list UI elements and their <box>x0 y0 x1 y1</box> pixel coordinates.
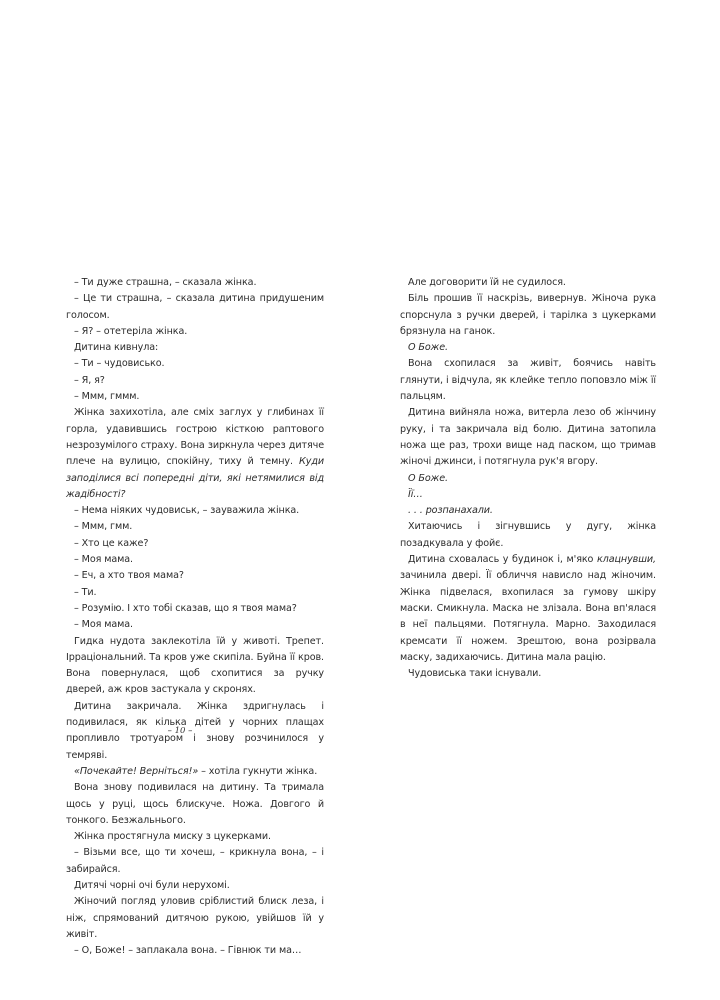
paragraph <box>400 487 656 503</box>
paragraph: – Моя мама. <box>74 619 133 631</box>
paragraph <box>66 405 324 503</box>
paragraph: – Еч, а хто твоя мама? <box>74 570 184 582</box>
right-page-text <box>400 275 656 682</box>
paragraph: – Нема ніяких чудовиськ, – зауважила жінка. <box>74 505 300 517</box>
italic-word: клацнувши, <box>596 554 656 566</box>
paragraph: Жіночий погляд уловив сріблистий блиск леза, і ніж, спрямований дитячою рукою, увійшов їй у живіт. <box>66 896 324 940</box>
paragraph: – Ти. <box>74 586 97 598</box>
paragraph <box>400 340 656 356</box>
italic-cry: «Почекайте! Верніться!» <box>74 765 199 777</box>
paragraph: – Хто це каже? <box>74 537 149 549</box>
paragraph: Вона знову подивилася на дитину. Та тримала щось у руці, щось блискуче. Ножа. Довгого й тонкого. Безжальнього. <box>66 782 324 826</box>
paragraph: – Розумію. І хто тобі сказав, що я твоя мама? <box>74 602 297 614</box>
italic-exclamation: О Боже. <box>408 342 448 354</box>
paragraph: – Я, я? <box>74 374 105 386</box>
paragraph <box>400 471 656 487</box>
paragraph: – Ти дуже страшна, – сказала жінка. <box>74 277 257 288</box>
page-number: – 10 – <box>167 726 193 736</box>
paragraph: Дитина кивнула: <box>74 342 159 354</box>
italic-exclamation: О Боже. <box>408 472 448 484</box>
paragraph-text: Дитина сховалась у будинок і, м'яко <box>408 554 594 566</box>
paragraph: – Ммм, гмм. <box>74 521 133 533</box>
paragraph-text: зачинила двері. Її обличчя нависло над жіночим. Жінка підвелася, вхопилася за гумову шкіру маски. Смикнула. Маска не злізала. Вона вп'ялася в неї пальцями. Потягнула. Марно. Заходилася кремсати її ножем. Зрештою, вона розірвала маску, задихаючись. Дитина мала рацію. <box>400 570 656 663</box>
paragraph: Дитина вийняла ножа, витерла лезо об жінчину руку, і та закричала від болю. Дитина затопила ножа ще раз, трохи вище над паском, що тримав жіночі джинси, і потягнула рук'я вгору. <box>400 407 656 468</box>
paragraph: Жінка простягнула миску з цукерками. <box>74 831 271 843</box>
paragraph: Вона схопилася за живіт, боячись навіть глянути, і відчула, як клейке тепло поповзло між її пальцям. <box>400 358 656 403</box>
paragraph <box>400 503 656 519</box>
paragraph: – Моя мама. <box>74 554 133 566</box>
paragraph: – Візьми все, що ти хочеш, – крикнула вона, – і забирайся. <box>66 847 324 875</box>
italic-fragment: Її… <box>408 488 423 500</box>
paragraph: Дитина закричала. Жінка здригнулась і подивилася, як кілька дітей у чорних плащах пропливло тротуаром і знову розчинилося у темряві. <box>66 700 324 761</box>
paragraph-text: хотіла гукнути жінка. <box>208 765 318 777</box>
paragraph <box>400 552 656 666</box>
italic-fragment: . . . розпанахали. <box>408 505 493 517</box>
left-page-text <box>66 275 324 959</box>
paragraph: Але договорити їй не судилося. <box>408 277 566 288</box>
paragraph: Дитячі чорні очі були нерухомі. <box>74 879 230 891</box>
paragraph: – Я? – отетеріла жінка. <box>74 325 188 337</box>
cry-dash: – <box>198 765 209 777</box>
paragraph: Хитаючись і зігнувшись у дугу, жінка позадкувала у фойє. <box>400 521 656 549</box>
paragraph: Біль прошив її наскрізь, вивернув. Жіноча рука спорснула з ручки дверей, і тарілка з цукерками брязнула на ганок. <box>400 293 656 337</box>
right-page <box>360 0 720 1000</box>
paragraph <box>66 764 324 780</box>
paragraph: – Ммм, гммм. <box>74 391 140 403</box>
paragraph: – О, Боже! – заплакала вона. – Гівнюк ти ма… <box>74 945 302 957</box>
paragraph: – Це ти страшна, – сказала дитина придушеним голосом. <box>66 293 324 321</box>
paragraph: Гидка нудота заклекотіла їй у животі. Трепет. Ірраціональний. Та кров уже скипіла. Буйна її кров. Вона повернулася, щоб схопитися за ручку дверей, аж кров застукала у скронях. <box>66 635 324 696</box>
paragraph: Чудовиська таки існували. <box>408 668 542 680</box>
paragraph-text: Жінка захихотіла, але сміх заглух у глибинах її горла, удавившись гострою кісткою раптового незрозумілого страху. Вона зиркнула через дитяче плече на вулицю, спокійну, тиху й темну. <box>66 407 324 468</box>
paragraph: – Ти – чудовисько. <box>74 358 165 370</box>
italic-question: Куди заподілися всі попередні діти, які нетямилися від жадібності? <box>66 456 325 500</box>
